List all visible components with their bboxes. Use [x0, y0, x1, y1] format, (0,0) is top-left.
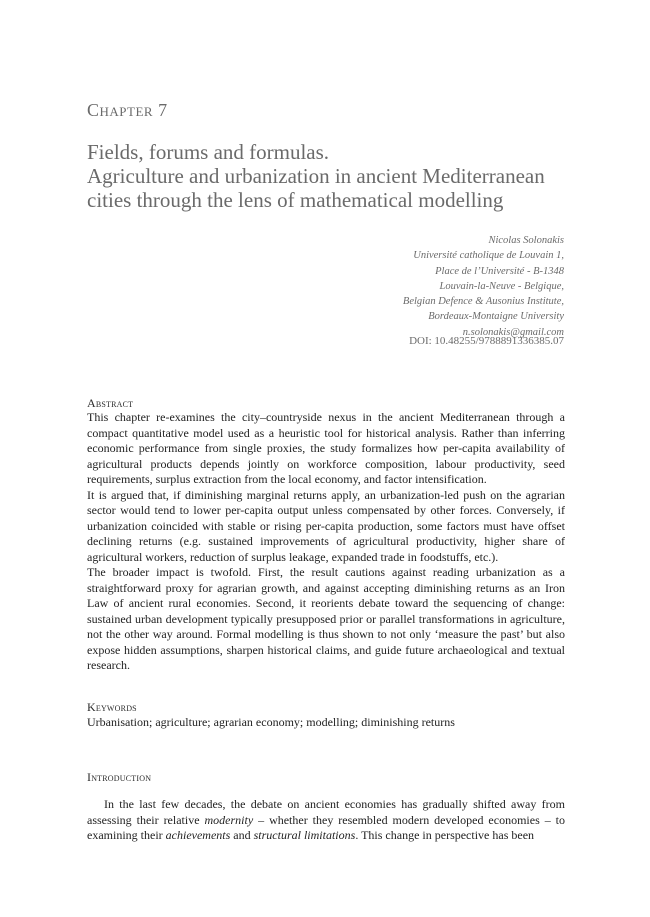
affiliation-line: Place de l’Université - B-1348 — [435, 265, 564, 277]
affiliation-line: Bordeaux-Montaigne University — [428, 311, 564, 323]
affiliation-line: Louvain-la-Neuve - Belgique, — [439, 280, 564, 292]
abstract-body — [87, 410, 565, 674]
abstract-heading: Abstract — [87, 396, 134, 410]
affiliation-line: Université catholique de Louvain 1, — [413, 250, 564, 262]
introduction-paragraph — [87, 797, 565, 844]
intro-emphasis: structural limitations — [253, 828, 356, 842]
intro-text: . This change in perspective has been — [355, 828, 535, 842]
intro-text: and — [230, 828, 254, 842]
introduction-body — [87, 797, 565, 844]
keywords-heading: Keywords — [87, 700, 137, 714]
intro-text: – whether they resembled modern developed economies – to examining their — [87, 812, 565, 842]
author-email: n.solonakis@gmail.com — [462, 326, 564, 338]
keywords-list: Urbanisation; agriculture; agrarian economy; modelling; diminishing returns — [87, 715, 455, 729]
abstract-paragraph: It is argued that, if diminishing marginal returns apply, an urbanization-led push on the agrarian sector would tend to lower per-capita output unless compensated by other forces. Conversely, if urbanization coincided with stable or rising per-capita production, some factors must have offset declining returns (e.g. sustained improvements of agricultural productivity, higher share of agricultural workers, reduction of surplus leakage, expanded trade in foodstuffs, etc.). — [87, 487, 565, 564]
affiliation-line: Belgian Defence & Ausonius Institute, — [402, 296, 564, 308]
intro-emphasis: modernity — [204, 812, 254, 827]
author-name: Nicolas Solonakis — [488, 235, 564, 246]
chapter-title-line: cities through the lens of mathematical modelling — [87, 188, 504, 212]
chapter-title-line: Fields, forums and formulas. — [87, 140, 330, 164]
intro-text: In the last few decades, the debate on ancient economies has gradually shifted away from assessing their relative — [87, 797, 565, 827]
abstract-paragraph: The broader impact is twofold. First, the result cautions against reading urbanization as a straightforward proxy for agrarian growth, and against accepting diminishing returns as an Iron Law of ancient rural economies. Second, it reorients debate toward the sequencing of change: sustained urban development typically presupposed prior or parallel transformations in agriculture, not the other way around. Formal modelling is thus shown to not only ‘measure the past’ but also expose hidden assumptions, sharpen historical claims, and guide future archaeological and textual research. — [87, 565, 565, 672]
abstract-paragraph: This chapter re-examines the city–countryside nexus in the ancient Mediterranean through a compact quantitative model used as a heuristic tool for historical analysis. Rather than inferring economic performance from single proxies, the study formalizes how per-capita availability of agricultural products depends jointly on workforce composition, labour productivity, seed requirements, surplus extraction from the local economy, and factor intensification. — [87, 410, 565, 486]
chapter-label: Chapter 7 — [87, 100, 168, 120]
chapter-title — [87, 140, 587, 212]
author-affiliation — [403, 233, 564, 340]
chapter-title-line: Agriculture and urbanization in ancient Mediterranean — [87, 164, 545, 188]
keywords-text — [87, 715, 565, 731]
introduction-heading: Introduction — [87, 770, 152, 784]
intro-emphasis: achievements — [165, 828, 231, 842]
doi: DOI: 10.48255/9788891336385.07 — [409, 335, 564, 347]
